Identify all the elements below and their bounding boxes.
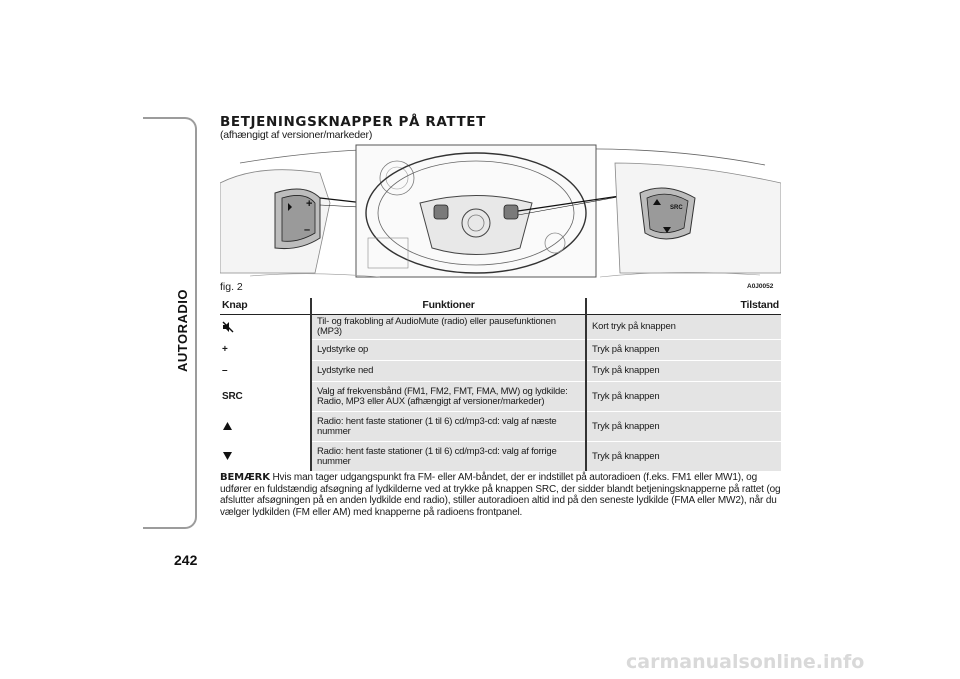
watermark: carmanualsonline.info <box>626 651 865 673</box>
mute-icon <box>222 321 234 333</box>
page-title: BETJENINGSKNAPPER PÅ RATTET <box>220 114 486 130</box>
state-cell: Tryk på knappen <box>586 340 781 361</box>
state-cell: Tryk på knappen <box>586 361 781 382</box>
button-cell: – <box>220 361 311 382</box>
function-cell: Lydstyrke ned <box>311 361 586 382</box>
down-triangle-icon <box>222 451 233 461</box>
column-header-state: Tilstand <box>586 298 781 315</box>
left-controls-inset <box>220 170 330 273</box>
table-row <box>220 315 781 340</box>
figure-code: A0J0052 <box>747 283 774 290</box>
column-header-button: Knap <box>220 298 311 315</box>
table-row <box>220 361 781 382</box>
function-cell: Til- og frakobling af AudioMute (radio) eller pausefunktionen (MP3) <box>311 315 586 340</box>
up-triangle-icon <box>222 421 233 431</box>
button-cell: + <box>220 340 311 361</box>
note-paragraph <box>220 472 785 518</box>
column-header-functions: Funktioner <box>311 298 586 315</box>
note-heading: BEMÆRK <box>220 472 270 483</box>
fig-plus-label: + <box>306 198 313 210</box>
function-cell: Lydstyrke op <box>311 340 586 361</box>
button-cell: SRC <box>220 382 311 412</box>
button-cell <box>220 412 311 442</box>
table-row <box>220 412 781 442</box>
table-header-row <box>220 298 781 315</box>
state-cell: Tryk på knappen <box>586 382 781 412</box>
state-cell: Tryk på knappen <box>586 412 781 442</box>
button-cell <box>220 442 311 472</box>
page-number: 242 <box>174 552 198 568</box>
note-text: Hvis man tager udgangspunkt fra FM- eller AM-båndet, der er indstillet på autoradioen (f.eks. FM1 eller MW1), og udfører en fuldstændig afsøgning af lydkilderne ved at trykke på knappen SRC, der sidder blandt betjeningsknapperne på rattet (og afslutter afsøgningen på en anden lydkilde end radio), stiller autoradioen altid ind på den seneste lydkilde (FMA eller MW2), når du vælger lydkilden (FM eller AM) med knapperne på radioens frontpanel. <box>220 472 781 518</box>
steering-wheel-illustration <box>220 143 781 279</box>
fig-minus-label: – <box>304 224 311 236</box>
figure-label: fig. 2 <box>220 281 243 293</box>
wheel-center-box <box>356 145 596 277</box>
state-cell: Kort tryk på knappen <box>586 315 781 340</box>
function-cell: Radio: hent faste stationer (1 til 6) cd/mp3-cd: valg af forrige nummer <box>311 442 586 472</box>
controls-table <box>220 298 781 471</box>
page-subtitle: (afhængigt af versioner/markeder) <box>220 129 373 141</box>
table-row <box>220 340 781 361</box>
table-row <box>220 442 781 472</box>
state-cell: Tryk på knappen <box>586 442 781 472</box>
right-controls-inset <box>615 163 781 273</box>
function-cell: Valg af frekvensbånd (FM1, FM2, FMT, FMA, MW) og lydkilde: Radio, MP3 eller AUX (afhængigt af versioner/markeder) <box>311 382 586 412</box>
fig-src-label: SRC <box>670 205 683 211</box>
function-cell: Radio: hent faste stationer (1 til 6) cd/mp3-cd: valg af næste nummer <box>311 412 586 442</box>
button-cell <box>220 315 311 340</box>
table-row <box>220 382 781 412</box>
section-label: AUTORADIO <box>175 289 190 372</box>
